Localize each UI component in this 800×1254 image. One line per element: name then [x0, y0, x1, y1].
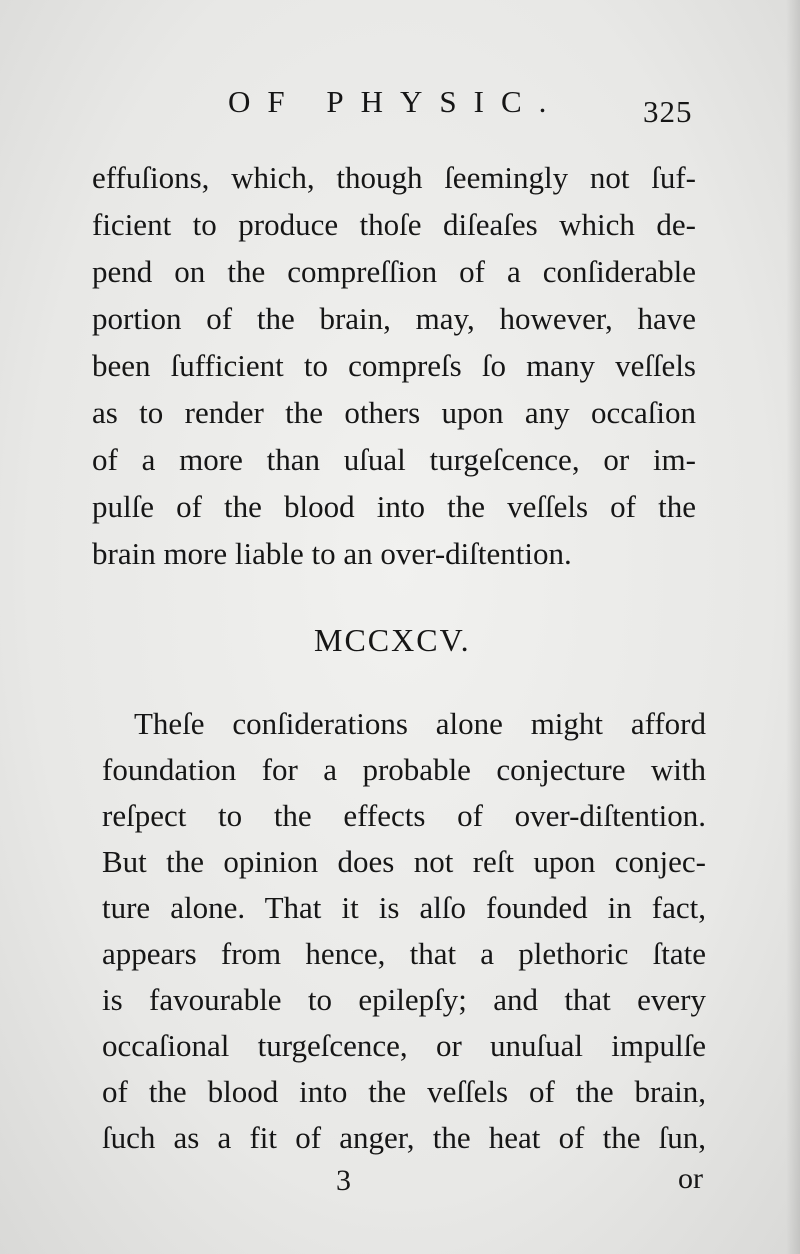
text-line: ture alone. That it is alſo founded in fact,	[102, 890, 706, 925]
text-line: reſpect to the effects of over-diſtention.	[102, 798, 706, 833]
text-line: of a more than uſual turgeſcence, or im-	[92, 442, 696, 477]
text-line: ſuch as a fit of anger, the heat of the ſun,	[102, 1120, 706, 1155]
text-line: been ſufficient to compreſs ſo many veſſels	[92, 348, 696, 383]
text-line: brain more liable to an over-diſtention.	[92, 536, 572, 571]
text-line: Theſe conſiderations alone might afford	[134, 706, 706, 741]
signature-mark: 3	[336, 1164, 351, 1197]
text-line: foundation for a probable conjecture with	[102, 752, 706, 787]
text-line: portion of the brain, may, however, have	[92, 301, 696, 336]
text-line: occaſional turgeſcence, or unuſual impulſe	[102, 1028, 706, 1063]
text-line: pulſe of the blood into the veſſels of the	[92, 489, 696, 524]
text-line: of the blood into the veſſels of the brain,	[102, 1074, 706, 1109]
text-line: as to render the others upon any occaſion	[92, 395, 696, 430]
text-line: is favourable to epilepſy; and that every	[102, 982, 706, 1017]
running-title: OF PHYSIC.	[228, 84, 564, 119]
catchword: or	[678, 1162, 703, 1195]
text-line: ficient to produce thoſe diſeaſes which de-	[92, 207, 696, 242]
page-edge-shadow	[786, 0, 800, 1254]
text-line: But the opinion does not reſt upon conjec-	[102, 844, 706, 879]
section-heading: MCCXCV.	[314, 622, 471, 658]
text-line: appears from hence, that a plethoric ſtate	[102, 936, 706, 971]
page-number: 325	[643, 94, 693, 129]
text-line: pend on the compreſſion of a conſiderable	[92, 254, 696, 289]
text-line: effuſions, which, though ſeemingly not ſuf-	[92, 160, 696, 195]
